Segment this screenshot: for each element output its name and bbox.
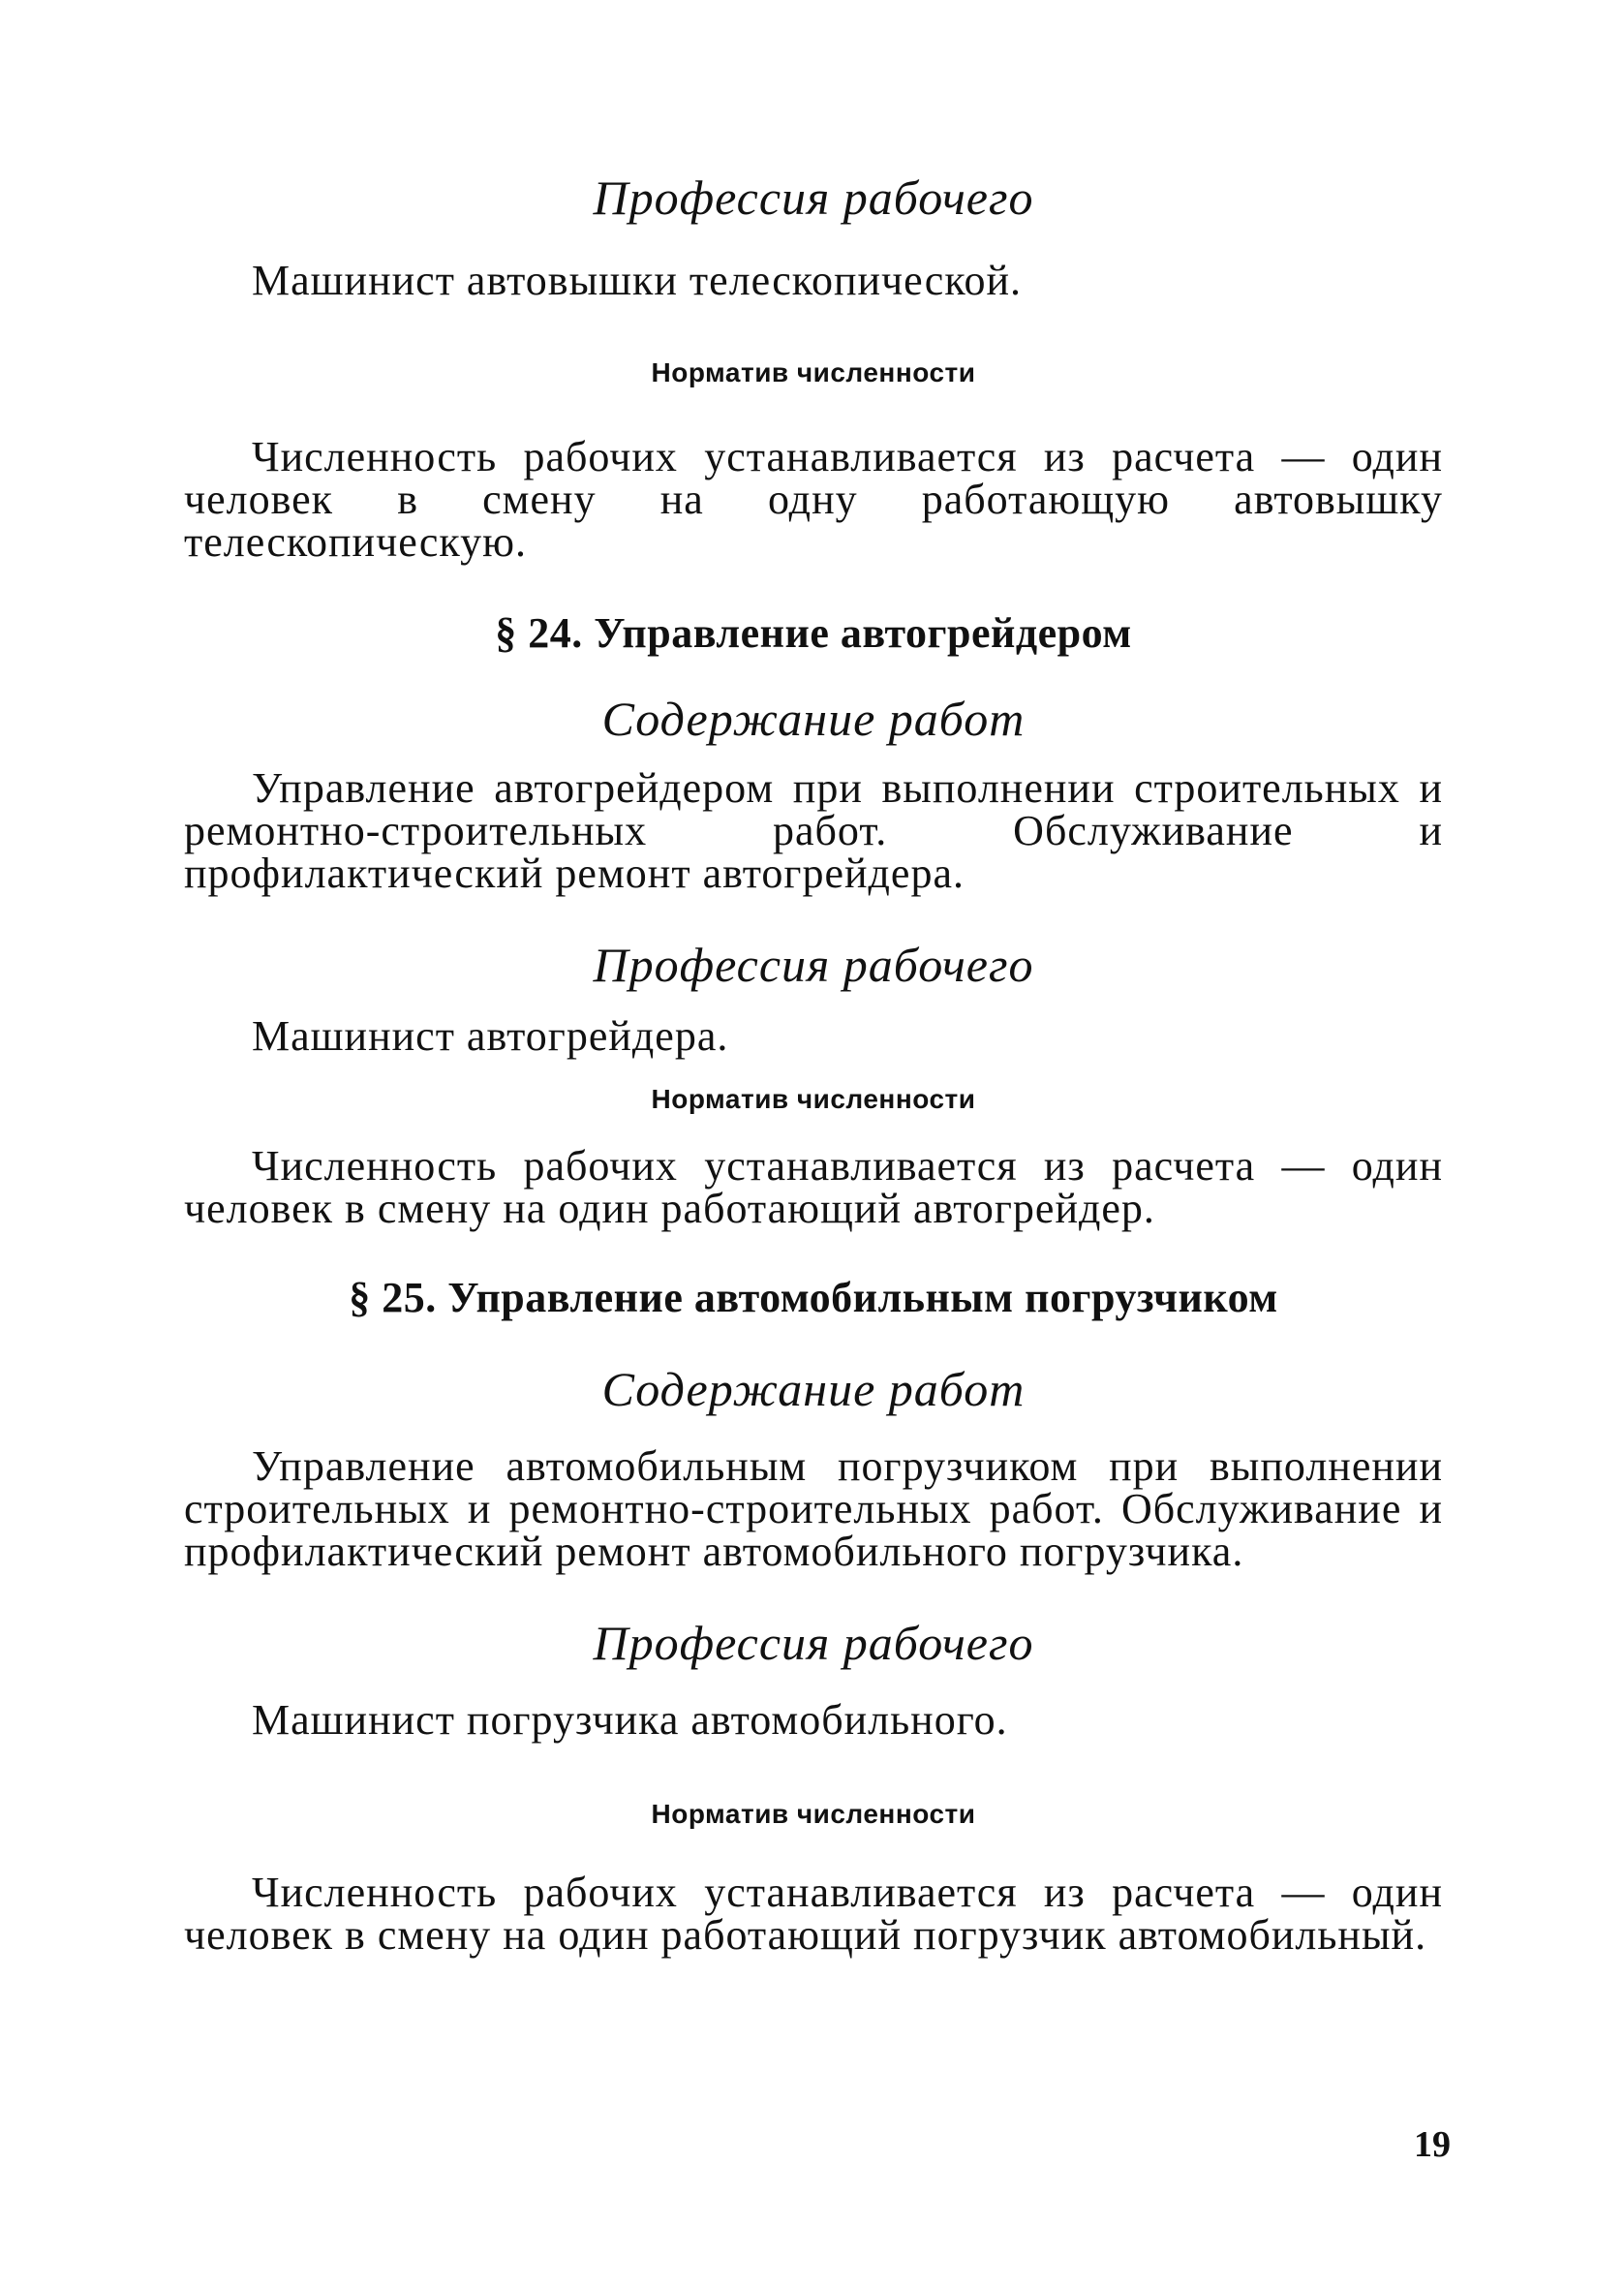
norm-text: Численность рабочих устанавливается из расчета — один человек в смену на один работающий автогрейдер. (184, 1142, 1443, 1232)
norm-heading: Норматив численности (651, 1799, 976, 1829)
norm-text: Численность рабочих устанавливается из расчета — один человек в смену на одну работающую автовышку телескопическую. (184, 433, 1443, 566)
section-25-heading: § 25. Управление автомобильным погрузчиком (349, 1274, 1278, 1321)
work-content-text: Управление автомобильным погрузчиком при выполнении строительных и ремонтно-строительных работ. Обслуживание и профилактический ремонт автомобильного погрузчика. (184, 1442, 1443, 1575)
work-content-text: Управление автогрейдером при выполнении строительных и ремонтно-строительных работ. Обслуживание и профилактический ремонт автогрейдера. (184, 764, 1443, 897)
page-number: 19 (1414, 2124, 1451, 2165)
profession-text: Машинист автогрейдера. (252, 1012, 729, 1060)
norm-text: Численность рабочих устанавливается из расчета — один человек в смену на один работающий погрузчик автомобильный. (184, 1869, 1443, 1959)
profession-heading: Профессия рабочего (593, 1616, 1034, 1670)
norm-heading: Норматив численности (651, 357, 976, 387)
work-content-heading: Содержание работ (601, 692, 1026, 746)
profession-text: Машинист погрузчика автомобильного. (252, 1696, 1008, 1744)
norm-heading: Норматив численности (651, 1084, 976, 1114)
profession-heading: Профессия рабочего (593, 938, 1034, 992)
profession-text: Машинист автовышки телескопической. (252, 257, 1023, 304)
profession-heading: Профессия рабочего (593, 170, 1034, 225)
work-content-heading: Содержание работ (601, 1362, 1026, 1416)
section-24-heading: § 24. Управление автогрейдером (495, 609, 1132, 657)
